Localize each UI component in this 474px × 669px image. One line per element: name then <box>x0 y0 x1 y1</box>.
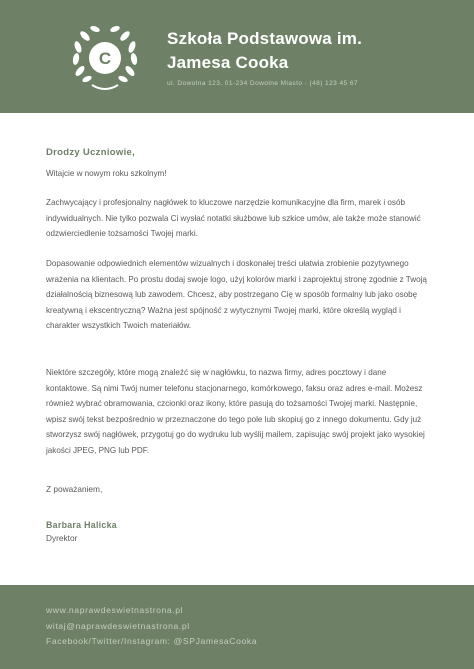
paragraph-2: Zachwycający i profesjonalny nagłówek to kluczowe narzędzie komunikacyjne dla firm, marek i osób indywidualnych. Nie tylko pozwala Ci wysłać notatki służbowe lub szkice umów, ale także może stanowić odzwierciedlenie tożsamości Twojej marki. <box>46 198 421 239</box>
logo-letter: C <box>98 49 112 68</box>
footer-email: witaj@naprawdeswietnastrona.pl <box>46 620 190 631</box>
school-address: ul. Dowolna 123, 01-234 Dowolne Miasto · (48) 123 45 67 <box>167 80 358 87</box>
footer-website: www.naprawdeswietnastrona.pl <box>46 605 184 615</box>
school-name-line-1: Szkoła Podstawowa im. <box>167 29 363 48</box>
signer-title: Dyrektor <box>46 533 78 543</box>
letterhead-header <box>0 0 474 113</box>
greeting: Drodzy Uczniowie, <box>46 147 136 158</box>
letterhead-footer <box>0 585 474 669</box>
signer-name: Barbara Halicka <box>46 520 118 530</box>
closing: Z poważaniem, <box>46 484 103 494</box>
paragraph-3: Dopasowanie odpowiednich elementów wizualnych i doskonałej treści ułatwia zrobienie pozytywnego wrażenia na klientach. Po prostu dodaj swoje logo, użyj kolorów marki i zaprojektuj stronę zgodnie z Twoją działalnością biznesową lub zawodem. Chcesz, aby postrzegano Cię w sposób formalny lub jako osobę kreatywną i ekscentryczną? Ważna jest spójność z wytycznymi Twojej marki, które określą wygląd i charakter wszystkich Twoich materiałów. <box>46 259 427 331</box>
school-name-line-2: Jamesa Cooka <box>167 53 289 72</box>
paragraph-1: Witajcie w nowym roku szkolnym! <box>46 169 167 178</box>
paragraph-4: Niektóre szczegóły, które mogą znaleźć się w nagłówku, to nazwa firmy, adres pocztowy i dane kontaktowe. Są nimi Twój numer telefonu stacjonarnego, komórkowego, faksu oraz adres e-mail. Możesz również wybrać obramowania, czcionki oraz ikony, które pasują do tożsamości Twojej marki. Następnie, wpisz swój tekst bezpośrednio w przeznaczone do tego pole lub skopiuj go z innego dokumentu. Gdy już stworzysz swój nagłówek, przygotuj go do wydruku lub wyślij mailem, zapisując swój projekt jako wysokiej jakości JPEG, PNG lub PDF. <box>46 368 425 455</box>
school-name <box>167 27 362 75</box>
laurel-wreath-icon <box>66 19 144 97</box>
footer-social: Facebook/Twitter/Instagram: @SPJamesaCooka <box>46 636 258 646</box>
